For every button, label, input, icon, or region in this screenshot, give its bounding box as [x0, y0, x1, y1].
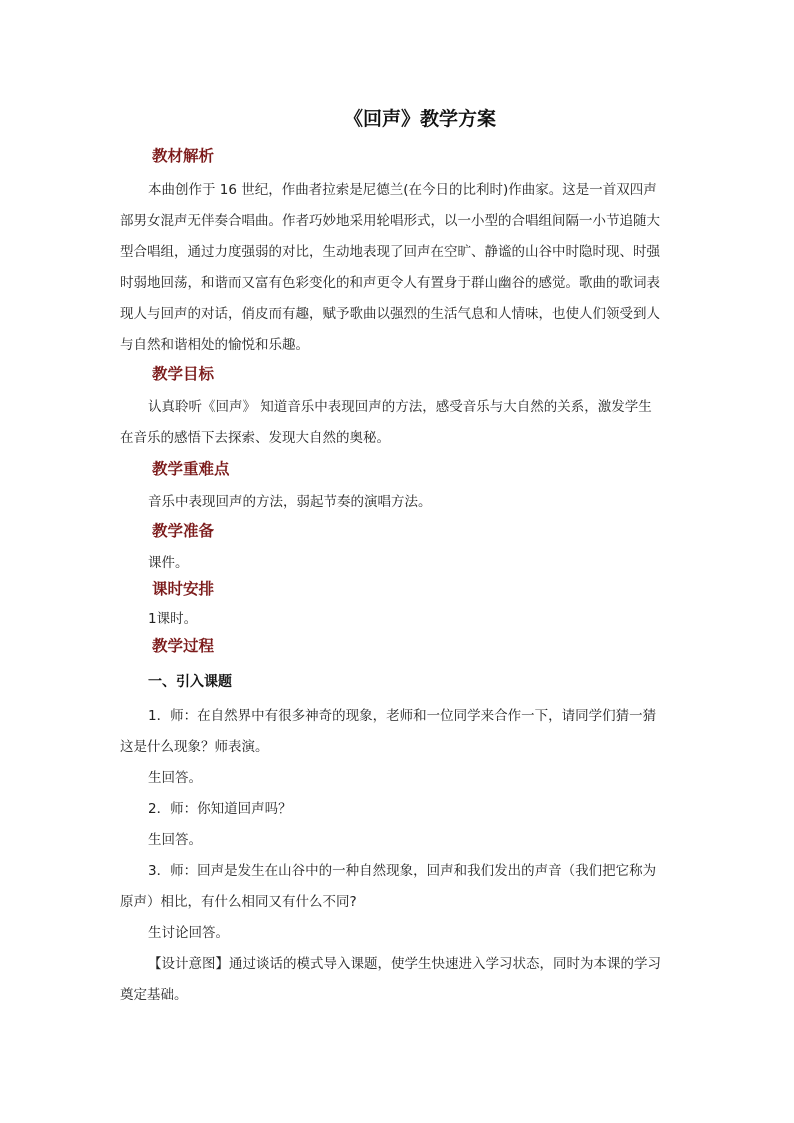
section-heading-preparation: 教学准备: [152, 521, 215, 540]
analysis-line: 与自然和谐相处的愉悦和乐趣。: [120, 337, 309, 353]
process-line: 【设计意图】通过谈话的模式导入课题，使学生快速进入学习状态，同时为本课的学习: [148, 956, 661, 972]
section-heading-goals: 教学目标: [152, 364, 215, 383]
analysis-line: 时弱地回荡，和谐而又富有色彩变化的和声更令人有置身于群山幽谷的感觉。歌曲的歌词表: [120, 275, 660, 291]
process-line: 生回答。: [148, 832, 202, 848]
process-line: 3．师：回声是发生在山谷中的一种自然现象，回声和我们发出的声音（我们把它称为: [148, 863, 657, 879]
analysis-line: 现人与回声的对话，俏皮而有趣，赋予歌曲以强烈的生活气息和人情味，也使人们领受到人: [120, 306, 660, 322]
analysis-line: 本曲创作于 16 世纪，作曲者拉索是尼德兰(在今日的比利时)作曲家。这是一首双四声: [148, 182, 657, 198]
section-heading-analysis: 教材解析: [152, 146, 215, 165]
section-heading-key-points: 教学重难点: [152, 459, 230, 478]
section-heading-schedule: 课时安排: [152, 579, 215, 598]
analysis-line: 部男女混声无伴奏合唱曲。作者巧妙地采用轮唱形式，以一小型的合唱组间隔一小节追随大: [120, 213, 660, 229]
key-points-line: 音乐中表现回声的方法，弱起节奏的演唱方法。: [148, 494, 432, 510]
process-line: 这是什么现象？师表演。: [120, 739, 269, 755]
process-line: 奠定基础。: [120, 987, 188, 1003]
goals-line: 认真聆听《回声》 知道音乐中表现回声的方法，感受音乐与大自然的关系，激发学生: [148, 399, 652, 415]
process-line: 1．师：在自然界中有很多神奇的现象，老师和一位同学来合作一下，请同学们猜一猜: [148, 708, 657, 724]
process-line: 生讨论回答。: [148, 925, 229, 941]
goals-line: 在音乐的感悟下去探索、发现大自然的奥秘。: [120, 430, 390, 446]
section-heading-process: 教学过程: [152, 636, 215, 655]
process-line: 原声）相比，有什么相同又有什么不同?: [120, 894, 357, 910]
analysis-line: 型合唱组，通过力度强弱的对比，生动地表现了回声在空旷、静谧的山谷中时隐时现、时强: [120, 244, 660, 260]
process-line: 2．师：你知道回声吗？: [148, 801, 292, 817]
preparation-line: 课件。: [148, 555, 189, 571]
process-line: 生回答。: [148, 770, 202, 786]
schedule-line: 1课时。: [148, 611, 198, 627]
document-title: 《回声》教学方案: [343, 108, 496, 130]
process-subheading: 一、引入课题: [148, 674, 232, 690]
